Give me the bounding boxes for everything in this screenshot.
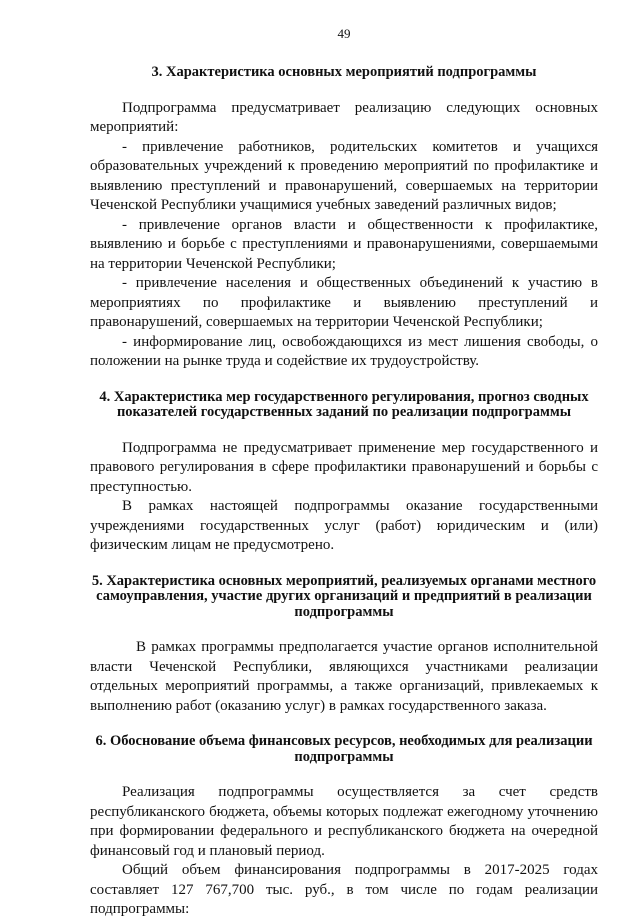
document-page	[90, 0, 598, 920]
section-heading: 4. Характеристика мер государственного регулирования, прогноз сводных показателей государственных заданий по реализации подпрограммы	[99, 388, 589, 420]
paragraph: Общий объем финансирования подпрограммы в 2017-2025 годах составляет 127 767,700 тыс. руб., в том числе по годам реализации подпрограммы:	[90, 862, 598, 917]
page-number: 49	[337, 26, 351, 41]
bullet-item: - привлечение работников, родительских комитетов и учащихся образовательных учреждений к проведению мероприятий по профилактике и выявлению преступлений и правонарушений, совершаемых на территории Чеченской Республики учащимися учебных заведений различных видов;	[90, 138, 598, 213]
paragraph: В рамках настоящей подпрограммы оказание государственными учреждениями государственных услуг (работ) юридическим и (или) физическим лицам не предусмотрено.	[90, 498, 598, 553]
section-4	[90, 390, 598, 556]
section-3	[90, 65, 598, 372]
paragraph: В рамках программы предполагается участие органов исполнительной власти Чеченской Республики, являющихся участниками реализации отдельных мероприятий программы, а также организаций, привлекаемых к выполнению работ (оказанию услуг) в рамках государственного заказа.	[90, 639, 598, 714]
section-5	[90, 574, 598, 717]
paragraph: Подпрограмма не предусматривает применение мер государственного и правового регулирования в сфере профилактики правонарушений и борьбы с преступностью.	[90, 439, 598, 495]
bullet-item: - информирование лиц, освобождающихся из мест лишения свободы, о положении на рынке труда и содействие их трудоустройству.	[90, 333, 598, 369]
paragraph: Подпрограмма предусматривает реализацию следующих основных мероприятий:	[90, 99, 598, 135]
bullet-item: - привлечение населения и общественных объединений к участию в мероприятиях по профилактике и выявлению преступлений и правонарушений, совершаемых на территории Чеченской Республики;	[90, 275, 598, 330]
section-6	[90, 734, 598, 920]
bullet-item: - привлечение органов власти и общественности к профилактике, выявлению и борьбе с преступлениями и правонарушениями, совершаемыми на территории Чеченской Республики;	[90, 216, 598, 272]
section-heading: 5. Характеристика основных мероприятий, реализуемых органами местного самоуправления, участие других организаций и предприятий в реализации подпрограммы	[91, 572, 597, 620]
paragraph: Реализация подпрограммы осуществляется за счет средств республиканского бюджета, объемы которых подлежат ежегодному уточнению при формировании федерального и республиканского бюджета на очередной финансовый год и плановый период.	[90, 784, 598, 859]
section-heading: 3. Характеристика основных мероприятий подпрограммы	[151, 64, 537, 80]
section-heading: 6. Обоснование объема финансовых ресурсов, необходимых для реализации подпрограммы	[95, 733, 593, 765]
